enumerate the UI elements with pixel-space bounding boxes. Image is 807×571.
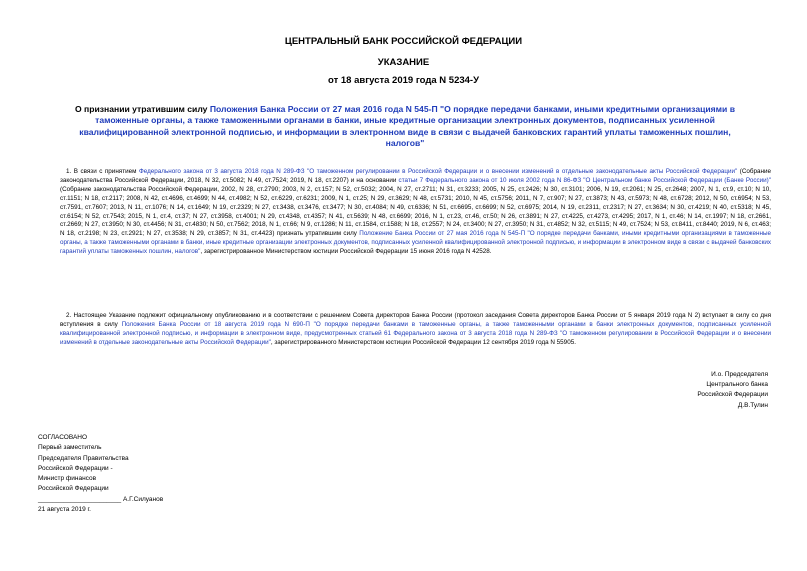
para2-link-regulation-690[interactable]: Положения Банка России от 18 августа 2019 года N 690-П "О порядке передачи банками в таможенные органы, а также таможенными органами в банки электронных документов, подписанных усиленной квалифицированной электронной подписью, и информации в электронном виде, предусмотренных статьей 61 Федерального закона от 3 августа 2018 года N 289-ФЗ "О таможенном регулировании в Российской Федерации и о внесении изменений в отдельные законодательные акты Российской Федерации" xyxy=(60,320,771,346)
approval-line: Российской Федерации - xyxy=(38,464,113,472)
issuer-title: ЦЕНТРАЛЬНЫЙ БАНК РОССИЙСКОЙ ФЕДЕРАЦИИ xyxy=(284,36,523,47)
approval-line: Председателя Правительства xyxy=(38,454,129,462)
paragraph-2 xyxy=(60,312,771,348)
subject-prefix: О признании утратившим силу xyxy=(74,104,210,114)
approval-date: 21 августа 2019 г. xyxy=(38,506,91,514)
signer-line: Российской Федерации xyxy=(697,391,768,399)
para1-link-article-7-law-86[interactable]: статьи 7 Федерального закона от 10 июля 2002 года N 86-ФЗ "О Центральном банке Российской Федерации (Банке России)" xyxy=(398,176,771,184)
signer-line: Центрального банка xyxy=(706,381,768,389)
document-type: УКАЗАНИЕ xyxy=(377,57,430,68)
paragraph-1 xyxy=(60,168,771,257)
para1-text-2: (Собрание законодательства Российской Федерации, 2018, N 32, ст.5082; N 49, ст.7524; 2019, N 18, ст.2207) и на основании xyxy=(60,168,772,184)
signer-name: Д.В.Тулин xyxy=(737,401,768,409)
document-date-number: от 18 августа 2019 года N 5234-У xyxy=(328,75,479,86)
approval-line: Первый заместитель xyxy=(38,444,102,452)
para2-text-1: 2. Настоящее Указание подлежит официальному опубликованию и в соответствии с решением Совета директоров Банка России (протокол заседания Совета директоров Банка России от 5 января 2019 года N 2) вступает в силу со дня вступления в силу xyxy=(60,312,771,328)
approval-line: Российской Федерации xyxy=(38,485,109,493)
para1-link-regulation-545[interactable]: Положение Банка России от 27 мая 2016 года N 545-П "О порядке передачи банками, иными кредитными организациями в таможенные органы, а также таможенными органами в банки, иные кредитные организации электронных документов, подписанных усиленной квалифицированной электронной подписью, и информации в электронном виде в связи с выдачей банковских гарантий уплаты таможенных пошлин, налогов" xyxy=(60,230,771,256)
approval-line: Министр финансов xyxy=(38,475,97,483)
para1-text-3: (Собрание законодательства Российской Федерации, 2002, N 28, ст.2790; 2003, N 2, ст.157; N 52, ст.5032; 2004, N 27, ст.2711; N 31, ст.3233; 2005, N 25, ст.2426; N 30, ст.3101; 2006, N 19, ст.2061; N 25, ст.2648; 2007, N 1, ст.9, ст.10; N 10, ст.1151; N 18, ст.2117; 2008, N 42, ст.4696, ст.4699; N 44, ст.4982; N 52, ст.6229, ст.6231; 2009, N 1, ст.25; N 29, ст.3629; N 48, ст.5731; 2010, N 45, ст.5756; 2011, N 7, ст.907; N 27, ст.3873; N 43, ст.5973; N 48, ст.6728; 2012, N 50, ст.6954; N 53, ст.7591, ст.7607; 2013, N 11, ст.1076; N 14, ст.1649; N 19, ст.2329; N 27, ст.3438, ст.3476, ст.3477; N 30, ст.4084; N 49, ст.6336; N 51, ст.6695, ст.6699; N 52, ст.6975; 2014, N 19, ст.2311, ст.2317; N 27, ст.3634; N 30, ст.4219; N 40, ст.5318; N 45, ст.6154; N 52, ст.7543; 2015, N 1, ст.4, ст.37; N 27, ст.3958, ст.4001; N 29, ст.4348, ст.4357; N 41, ст.5639; N 48, ст.6699; 2016, N 1, ст.23, ст.46, ст.50; N 26, ст.3891; N 27, ст.4225, ст.4273, ст.4295; 2017, N 1, ст.46; N 14, ст.1997; N 18, ст.2661, ст.2669; N 27, ст.3950; N 30, ст.4456; N 31, ст.4830; N 50, ст.7562; 2018, N 1, ст.66; N 9, ст.1286; N 11, ст.1584, ст.1588; N 18, ст.2557; N 24, ст.3400; N 27, ст.3950; N 31, ст.4852; N 32, ст.5115; N 49, ст.7524; N 53, ст.8411, ст.8440; 2019, N 6, ст.463; N 18, ст.2198; N 23, ст.2921; N 27, ст.3538; N 29, ст.3857; N 31, ст.4423) признать утратившим силу xyxy=(60,185,771,238)
signature-block xyxy=(620,370,768,411)
document-subject xyxy=(62,104,748,150)
approval-heading: СОГЛАСОВАНО xyxy=(38,434,88,441)
para1-text-1: 1. В связи с принятием xyxy=(66,168,139,175)
para2-text-2: , зарегистрированного Министерством юстиции Российской Федерации 12 сентября 2019 года N 55905. xyxy=(270,338,576,346)
para1-text-4: , зарегистрированное Министерством юстиции Российской Федерации 15 июня 2016 года N 42528. xyxy=(200,248,492,256)
approval-signature: _______________________ А.Г.Силуанов xyxy=(38,495,164,503)
approval-block xyxy=(38,433,238,515)
signer-line: И.о. Председателя xyxy=(711,371,768,378)
para1-link-federal-law-289[interactable]: Федерального закона от 3 августа 2018 года N 289-ФЗ "О таможенном регулировании в Российской Федерации и о внесении изменений в отдельные законодательные акты Российской Федерации" xyxy=(138,168,738,175)
subject-link[interactable]: Положения Банка России от 27 мая 2016 года N 545-П "О порядке передачи банками, иными кредитными организациями в таможенные органы, а также таможенными органами в банки, иные кредитные организации электронных документов, подписанных усиленной квалифицированной электронной подписью, и информации в электронном виде в связи с выдачей банковских гарантий уплаты таможенных пошлин, налогов" xyxy=(79,104,735,149)
